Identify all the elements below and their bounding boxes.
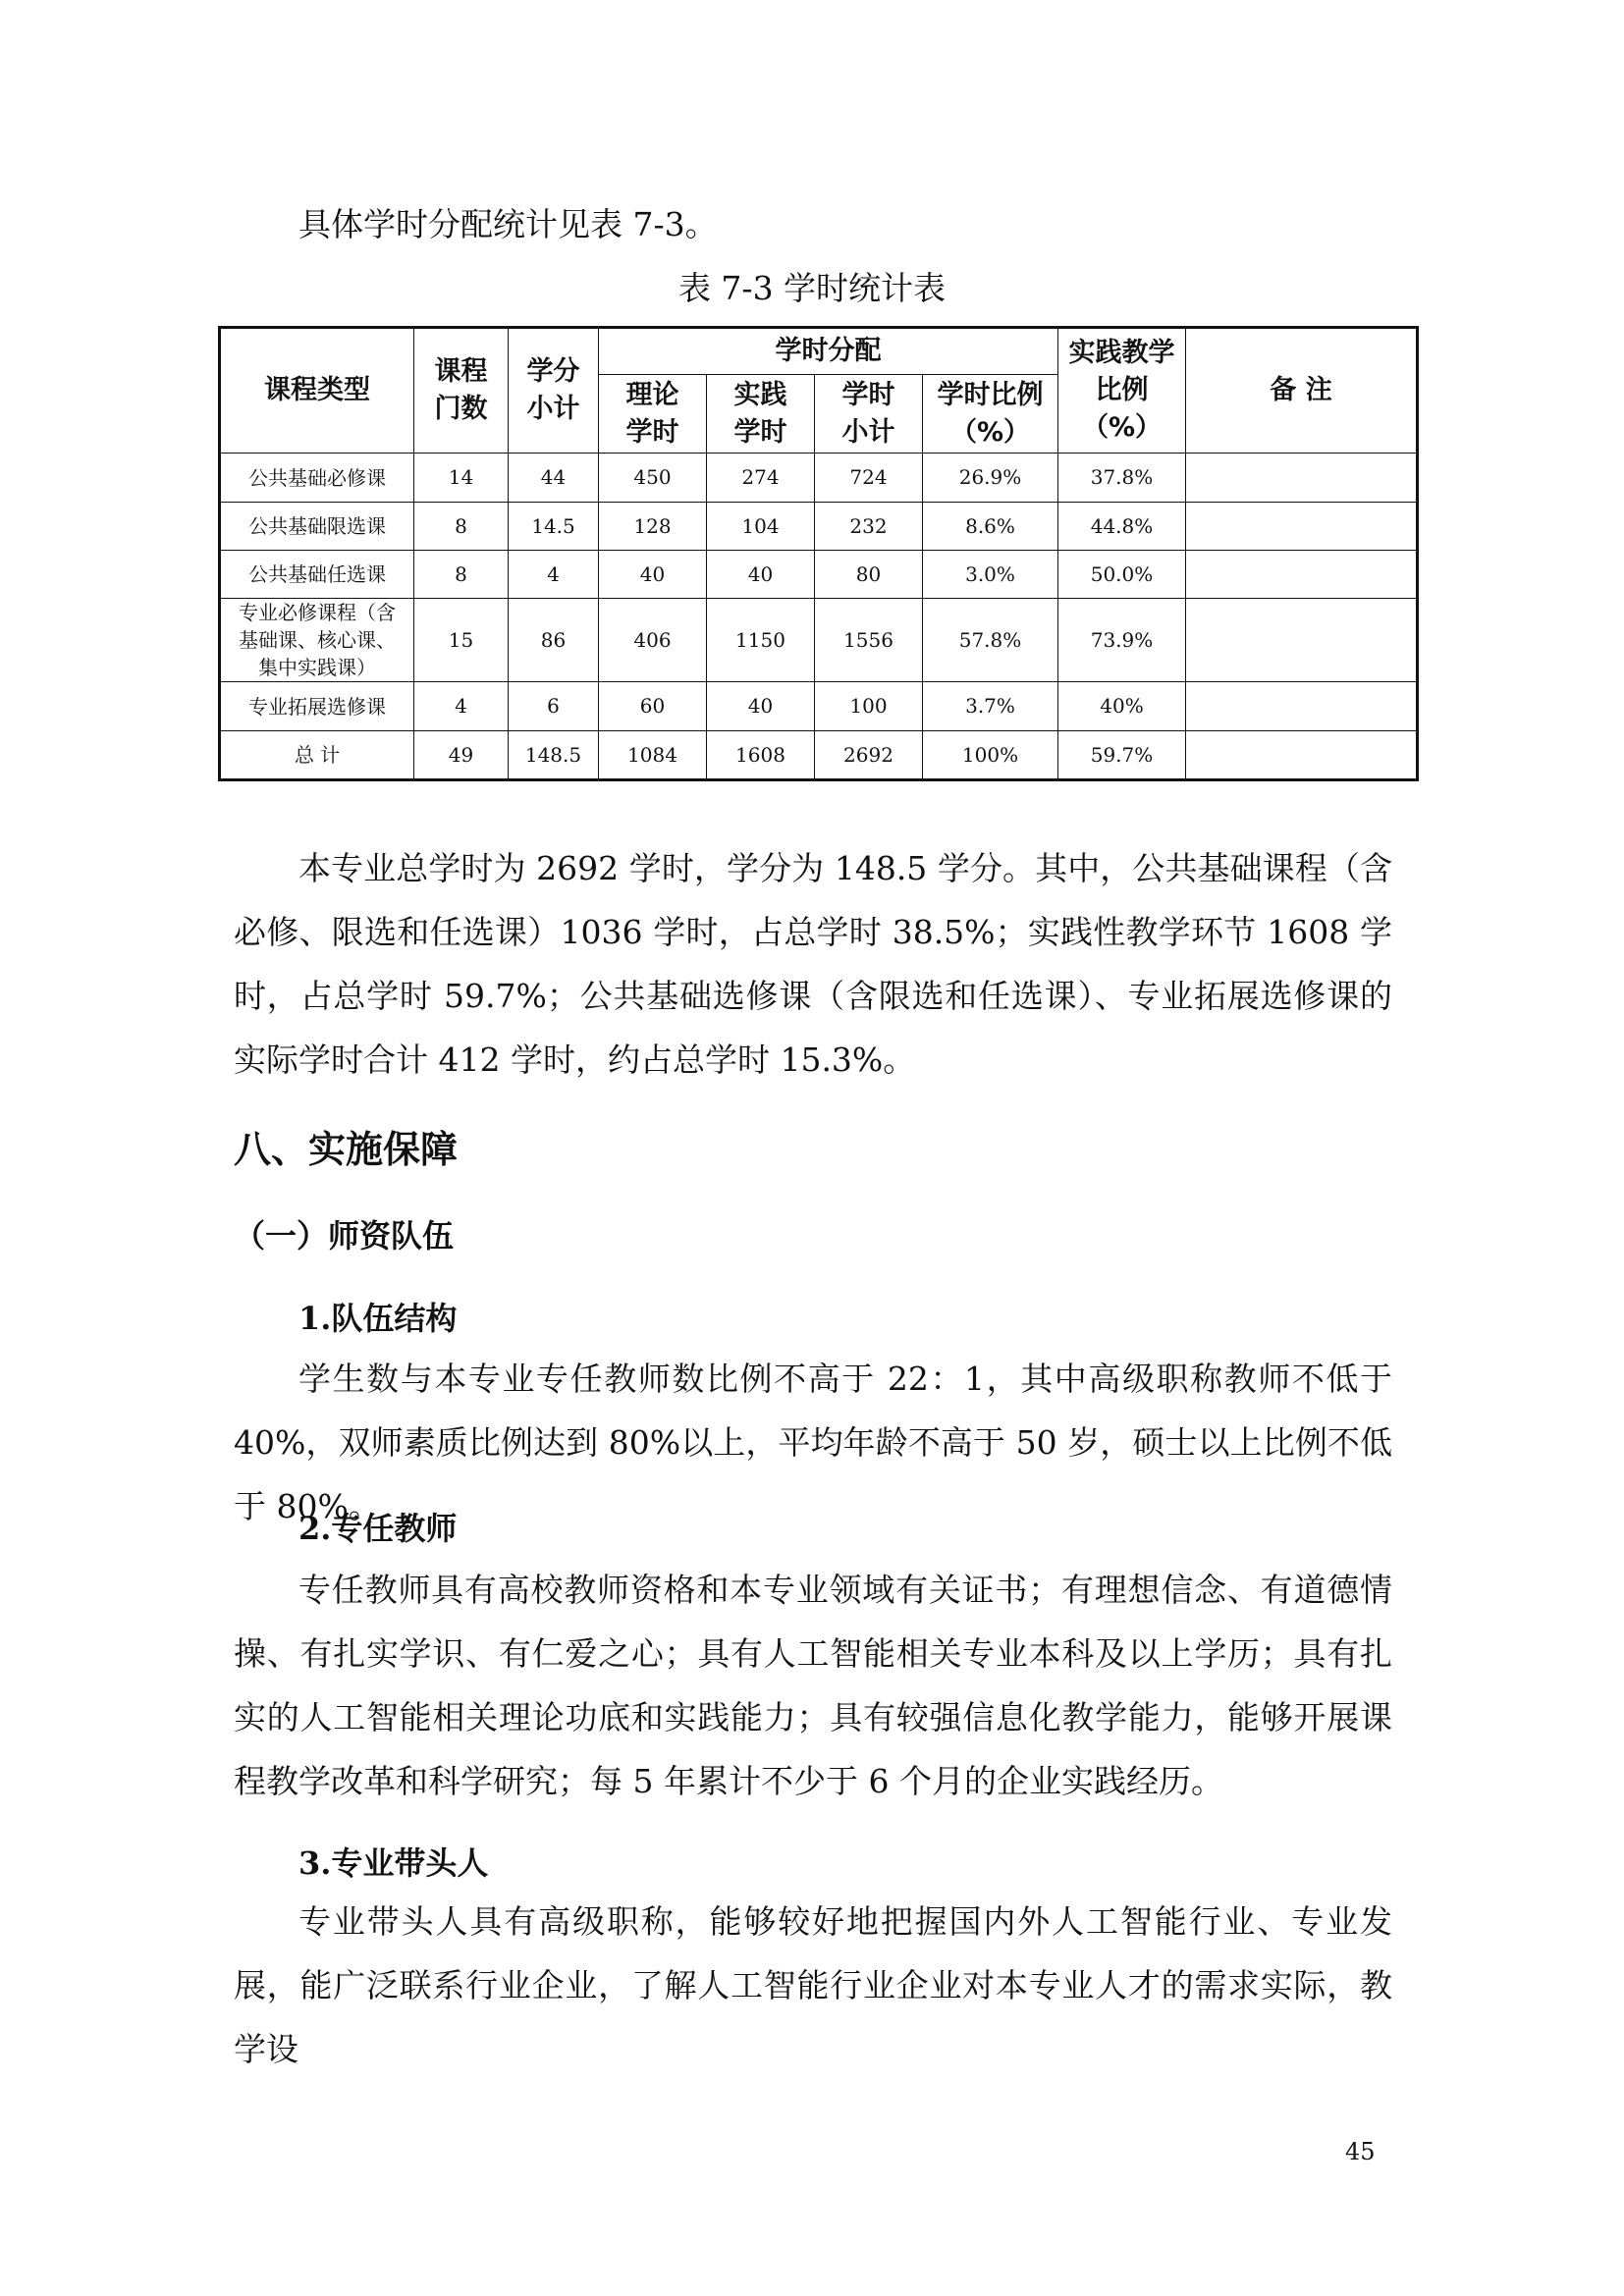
page-number: 45 — [1345, 2138, 1376, 2165]
item-text: 专业带头人具有高级职称，能够较好地把握国内外人工智能行业、专业发展，能广泛联系行业企业，了解人工智能行业企业对本专业人才的需求实际，教学设 — [234, 1902, 1392, 2068]
table-cell: 73.9% — [1058, 599, 1186, 682]
table-cell: 128 — [599, 503, 707, 551]
item-heading: 1.队伍结构 — [298, 1300, 458, 1337]
col-header-remarks: 备 注 — [1186, 328, 1418, 454]
item-paragraph — [234, 1558, 1392, 1813]
table-cell-course-type: 公共基础限选课 — [220, 503, 414, 551]
intro-paragraph: 具体学时分配统计见表 7-3。 — [298, 205, 718, 243]
table-cell: 4 — [509, 551, 599, 599]
table-cell — [1186, 454, 1418, 503]
table-cell: 40% — [1058, 682, 1186, 731]
table-cell — [1186, 731, 1418, 780]
table-row — [220, 731, 1418, 780]
table-cell-course-type: 专业拓展选修课 — [220, 682, 414, 731]
table-cell: 40 — [707, 682, 815, 731]
table-row — [220, 599, 1418, 682]
hours-statistics-table — [218, 326, 1419, 781]
item-paragraph — [234, 1890, 1392, 2081]
col-header-hours-group: 学时分配 — [599, 328, 1058, 375]
table-row — [220, 551, 1418, 599]
table-caption: 表 7-3 学时统计表 — [677, 269, 947, 307]
table-cell: 1608 — [707, 731, 815, 780]
col-header-practice-ratio: 实践教学比例（%） — [1058, 328, 1186, 454]
table-cell: 15 — [414, 599, 509, 682]
table-cell — [1186, 599, 1418, 682]
table-cell: 1084 — [599, 731, 707, 780]
table-cell: 1556 — [815, 599, 923, 682]
table-header-row — [220, 328, 1418, 375]
table-cell: 14 — [414, 454, 509, 503]
table-cell: 44.8% — [1058, 503, 1186, 551]
table-cell — [1186, 551, 1418, 599]
summary-paragraph — [234, 836, 1392, 1092]
table-cell: 3.7% — [923, 682, 1058, 731]
table-cell: 148.5 — [509, 731, 599, 780]
table-cell-course-type: 专业必修课程（含基础课、核心课、集中实践课） — [220, 599, 414, 682]
table-cell: 44 — [509, 454, 599, 503]
table-cell: 40 — [599, 551, 707, 599]
col-header-hours-subtotal: 学时小计 — [815, 375, 923, 454]
col-header-credits: 学分小计 — [509, 328, 599, 454]
section-title: 八、实施保障 — [234, 1128, 459, 1171]
table-cell: 57.8% — [923, 599, 1058, 682]
table-cell: 100% — [923, 731, 1058, 780]
item-heading: 2.专任教师 — [298, 1510, 458, 1547]
table-cell: 274 — [707, 454, 815, 503]
table-row — [220, 682, 1418, 731]
table-cell: 4 — [414, 682, 509, 731]
col-header-hours-ratio: 学时比例（%） — [923, 375, 1058, 454]
table-cell: 59.7% — [1058, 731, 1186, 780]
table-cell: 100 — [815, 682, 923, 731]
table-cell: 232 — [815, 503, 923, 551]
table-cell: 8 — [414, 503, 509, 551]
table-cell: 724 — [815, 454, 923, 503]
table-cell: 8 — [414, 551, 509, 599]
col-header-course-type: 课程类型 — [220, 328, 414, 454]
col-header-practice-hours: 实践学时 — [707, 375, 815, 454]
col-header-theory-hours: 理论学时 — [599, 375, 707, 454]
summary-text: 本专业总学时为 2692 学时，学分为 148.5 学分。其中，公共基础课程（含必修、限选和任选课）1036 学时，占总学时 38.5%；实践性教学环节 1608 学时，占总学时 59.7%；公共基础选修课（含限选和任选课）、专业拓展选修课的实际学时合计 412 学时，约占总学时 15.3%。 — [234, 849, 1392, 1079]
table-cell: 86 — [509, 599, 599, 682]
table-cell: 450 — [599, 454, 707, 503]
table-cell: 80 — [815, 551, 923, 599]
table-cell: 37.8% — [1058, 454, 1186, 503]
item-heading: 3.专业带头人 — [298, 1844, 489, 1882]
table-cell: 406 — [599, 599, 707, 682]
table-cell-course-type: 公共基础必修课 — [220, 454, 414, 503]
table-cell — [1186, 503, 1418, 551]
item-text: 专任教师具有高校教师资格和本专业领域有关证书；有理想信念、有道德情操、有扎实学识、有仁爱之心；具有人工智能相关专业本科及以上学历；具有扎实的人工智能相关理论功底和实践能力；具有较强信息化教学能力，能够开展课程教学改革和科学研究；每 5 年累计不少于 6 个月的企业实践经历。 — [234, 1571, 1392, 1800]
table-cell-course-type: 公共基础任选课 — [220, 551, 414, 599]
table-cell: 3.0% — [923, 551, 1058, 599]
col-header-course-count: 课程门数 — [414, 328, 509, 454]
table-cell-course-type: 总 计 — [220, 731, 414, 780]
table-cell: 2692 — [815, 731, 923, 780]
table-cell: 60 — [599, 682, 707, 731]
table-cell: 50.0% — [1058, 551, 1186, 599]
table-cell: 104 — [707, 503, 815, 551]
table-row — [220, 454, 1418, 503]
table-cell: 8.6% — [923, 503, 1058, 551]
table-cell: 40 — [707, 551, 815, 599]
table-cell: 49 — [414, 731, 509, 780]
item-text: 学生数与本专业专任教师数比例不高于 22：1，其中高级职称教师不低于 40%，双师素质比例达到 80%以上，平均年龄不高于 50 岁，硕士以上比例不低于 80%。 — [234, 1360, 1392, 1525]
subsection-title: （一）师资队伍 — [234, 1217, 455, 1255]
table-cell: 6 — [509, 682, 599, 731]
table-cell: 26.9% — [923, 454, 1058, 503]
table-cell — [1186, 682, 1418, 731]
table-cell: 14.5 — [509, 503, 599, 551]
table-cell: 1150 — [707, 599, 815, 682]
table-row — [220, 503, 1418, 551]
